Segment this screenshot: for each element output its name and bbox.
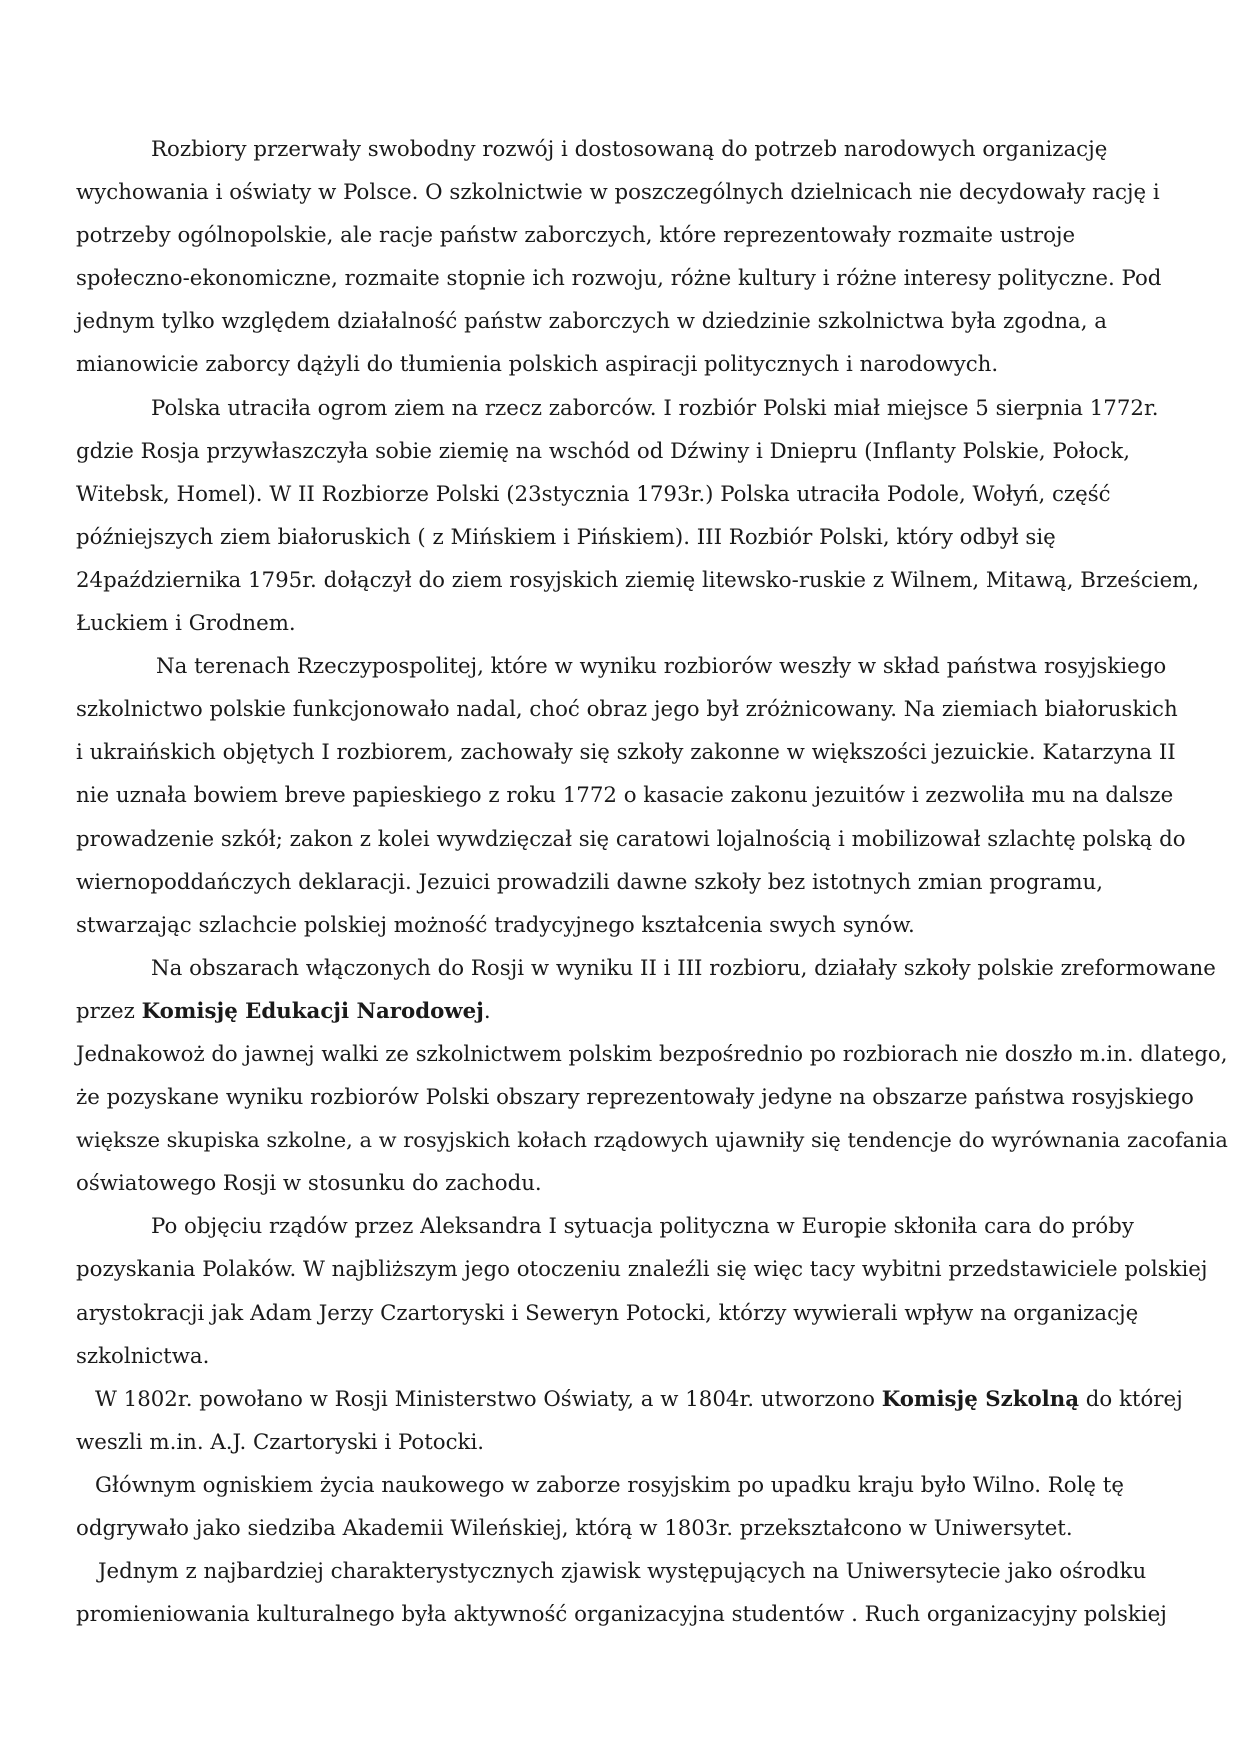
text-line: że pozyskane wyniku rozbiorów Polski obszary reprezentowały jedyne na obszarze państwa rosyjskiego — [76, 1085, 1194, 1111]
text-line: Polska utraciła ogrom ziem na rzecz zaborców. I rozbiór Polski miał miejsce 5 sierpnia 1772r. — [151, 395, 1159, 421]
text-line: stwarzając szlachcie polskiej możność tradycyjnego kształcenia swych synów. — [76, 912, 915, 938]
text-line: szkolnictwa. — [76, 1343, 210, 1369]
text-line: późniejszych ziem białoruskich ( z Mińskiem i Pińskiem). III Rozbiór Polski, który odbył się — [76, 524, 1056, 550]
text-line: arystokracji jak Adam Jerzy Czartoryski i Seweryn Potocki, którzy wywierali wpływ na organizację — [76, 1300, 1139, 1326]
text-fragment: przez — [76, 998, 142, 1024]
text-fragment: . — [483, 998, 491, 1024]
text-line — [76, 1378, 1183, 1421]
text-fragment: do której — [1079, 1386, 1183, 1412]
text-line: Po objęciu rządów przez Aleksandra I sytuacja polityczna w Europie skłoniła cara do próby — [151, 1214, 1134, 1240]
text-line: Na terenach Rzeczypospolitej, które w wyniku rozbiorów weszły w skład państwa rosyjskiego — [156, 654, 1167, 680]
text-line: Jednym z najbardziej charakterystycznych zjawisk występujących na Uniwersytecie jako ośrodku — [98, 1559, 1147, 1585]
text-line — [76, 990, 1176, 1033]
paragraph-student-activity — [76, 1550, 1176, 1636]
text-line: gdzie Rosja przywłaszczyła sobie ziemię na wschód od Dźwiny i Dniepru (Inflanty Polskie, Połock, — [76, 438, 1130, 464]
text-line: Rozbiory przerwały swobodny rozwój i dostosowaną do potrzeb narodowych organizację — [151, 137, 1108, 162]
text-line: Witebsk, Homel). W II Rozbiorze Polski (23stycznia 1793r.) Polska utraciła Podole, Wołyń, część — [76, 481, 1111, 507]
text-line: wychowania i oświaty w Polsce. O szkolnictwie w poszczególnych dzielnicach nie decydowały rację i — [76, 180, 1160, 206]
text-line: Łuckiem i Grodnem. — [76, 611, 296, 637]
paragraph-partitions-intro — [76, 128, 1176, 387]
paragraph-no-open-struggle — [76, 1033, 1228, 1205]
paragraph-alexander-i — [76, 1205, 1208, 1377]
text-line: weszli m.in. A.J. Czartoryski i Potocki. — [76, 1429, 485, 1455]
document-body — [76, 128, 1228, 1636]
text-line: nie uznała bowiem breve papieskiego z roku 1772 o kasacie zakonu jezuitów i zezwoliła mu na dalsze — [76, 783, 1174, 809]
text-line: jednym tylko względem działalność państw zaborczych w dziedzinie szkolnictwa była zgodna, a — [76, 309, 1107, 335]
text-line: promieniowania kulturalnego była aktywność organizacyjna studentów . Ruch organizacyjny polskiej — [76, 1602, 1167, 1628]
paragraph-schooling-after-partitions — [76, 645, 1186, 947]
text-line: 24października 1795r. dołączył do ziem rosyjskich ziemię litewsko-ruskie z Wilnem, Mitawą, Brześciem, — [76, 567, 1200, 593]
text-line: Głównym ogniskiem życia naukowego w zaborze rosyjskim po upadku kraju było Wilno. Rolę tę — [95, 1472, 1124, 1498]
text-line: mianowicie zaborcy dążyli do tłumienia polskich aspiracji politycznych i narodowych. — [76, 352, 999, 378]
paragraph-ministry-1802 — [76, 1378, 1183, 1464]
text-line: wiernopoddańczych deklaracji. Jezuici prowadzili dawne szkoły bez istotnych zmian programu, — [76, 869, 1104, 895]
bold-term-ken: Komisję Edukacji Narodowej — [141, 998, 484, 1024]
paragraph-vilnius — [76, 1464, 1176, 1550]
bold-term-school-commission: Komisję Szkolną — [881, 1386, 1080, 1412]
paragraph-ken-schools — [76, 947, 1216, 1033]
text-line: odgrywało jako siedziba Akademii Wileńskiej, którą w 1803r. przekształcono w Uniwersytet. — [76, 1516, 1073, 1541]
text-line: i ukraińskich objętych I rozbiorem, zachowały się szkoły zakonne w większości jezuickie. Katarzyna II — [76, 740, 1176, 766]
text-line: Na obszarach włączonych do Rosji w wyniku II i III rozbioru, działały szkoły polskie zreformowane — [151, 955, 1216, 981]
text-line: pozyskania Polaków. W najbliższym jego otoczeniu znaleźli się więc tacy wybitni przedstawiciele polskiej — [76, 1257, 1208, 1283]
text-line: szkolnictwo polskie funkcjonowało nadal, choć obraz jego był zróżnicowany. Na ziemiach białoruskich — [76, 697, 1178, 723]
text-line: prowadzenie szkół; zakon z kolei wywdzięczał się caratowi lojalnością i mobilizował szlachtę polską do — [76, 826, 1186, 852]
paragraph-territorial-losses — [76, 387, 1200, 646]
text-line: większe skupiska szkolne, a w rosyjskich kołach rządowych ujawniły się tendencje do wyrównania zacofania — [76, 1128, 1228, 1153]
text-line: oświatowego Rosji w stosunku do zachodu. — [76, 1171, 542, 1197]
text-line: społeczno-ekonomiczne, rozmaite stopnie ich rozwoju, różne kultury i różne interesy polityczne. Pod — [76, 266, 1162, 292]
text-line: potrzeby ogólnopolskie, ale racje państw zaborczych, które reprezentowały rozmaite ustroje — [76, 223, 1076, 249]
text-line: Jednakowoż do jawnej walki ze szkolnictwem polskim bezpośrednio po rozbiorach nie doszło m.in. dlatego, — [76, 1041, 1228, 1067]
text-fragment: W 1802r. powołano w Rosji Ministerstwo Oświaty, a w 1804r. utworzono — [95, 1386, 882, 1412]
